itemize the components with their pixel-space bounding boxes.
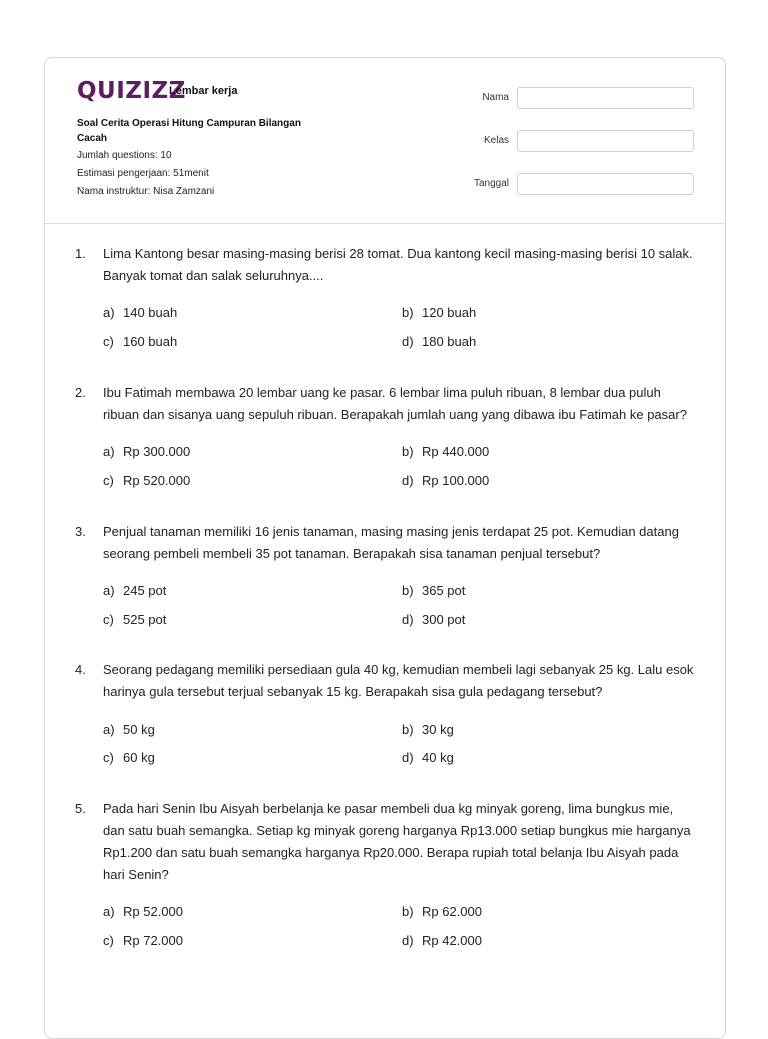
question-number: 1. — [75, 246, 86, 261]
option-letter: a) — [103, 904, 115, 919]
option-letter: d) — [402, 473, 414, 488]
question-number: 3. — [75, 524, 86, 539]
option-c — [103, 473, 190, 489]
option-text: 40 kg — [422, 750, 454, 765]
option-b — [402, 444, 489, 460]
question-number: 2. — [75, 385, 86, 400]
option-text: 140 buah — [123, 305, 178, 320]
question-number: 4. — [75, 662, 86, 677]
name-label: Nama — [482, 92, 509, 103]
option-text: 60 kg — [123, 750, 155, 765]
question-number: 5. — [75, 801, 86, 816]
question-text: Seorang pedagang memiliki persediaan gula 40 kg, kemudian membeli lagi sebanyak 25 kg. Lalu esok harinya gula tersebut terjual sebanyak 15 kg. Berapakah sisa gula pedagang tersebut? — [103, 662, 694, 699]
option-c — [103, 750, 155, 766]
option-letter: c) — [103, 473, 114, 488]
option-letter: b) — [402, 722, 414, 737]
option-a — [103, 583, 166, 599]
question-text: Pada hari Senin Ibu Aisyah berbelanja ke pasar membeli dua kg minyak goreng, lima bungkus mie, dan satu buah semangka. Setiap kg minyak goreng harganya Rp13.000 setiap bungkus mie harganya Rp1.200 dan satu buah semangka harganya Rp20.000. Berapa rupiah total belanja Ibu Aisyah pada hari Senin? — [103, 801, 691, 882]
quizizz-logo: QUIZIZZ — [77, 78, 186, 104]
time-estimate: Estimasi pengerjaan: 51menit — [77, 168, 209, 179]
option-letter: b) — [402, 583, 414, 598]
option-text: Rp 42.000 — [422, 933, 482, 948]
worksheet-header — [45, 58, 725, 224]
class-label: Kelas — [483, 135, 509, 146]
worksheet-title: Soal Cerita Operasi Hitung Campuran Bilangan Cacah — [77, 118, 301, 144]
option-text: Rp 62.000 — [422, 904, 482, 919]
option-b — [402, 904, 482, 920]
sheet-type-label: Lembar kerja — [169, 85, 238, 97]
option-letter: a) — [103, 305, 115, 320]
question-count: Jumlah questions: 10 — [77, 150, 172, 161]
date-field[interactable] — [517, 173, 694, 195]
question-text: Ibu Fatimah membawa 20 lembar uang ke pasar. 6 lembar lima puluh ribuan, 8 lembar dua puluh ribuan dan sisanya uang sepuluh ribuan. Berapakah jumlah uang yang dibawa ibu Fatimah ke pasar? — [103, 385, 687, 422]
option-letter: d) — [402, 933, 414, 948]
option-b — [402, 583, 465, 599]
option-text: 245 pot — [123, 583, 167, 598]
option-letter: a) — [103, 722, 115, 737]
option-letter: c) — [103, 933, 114, 948]
option-d — [402, 750, 454, 766]
option-text: 365 pot — [422, 583, 466, 598]
option-text: 160 buah — [123, 334, 178, 349]
option-text: Rp 52.000 — [123, 904, 183, 919]
option-letter: a) — [103, 583, 115, 598]
option-c — [103, 612, 166, 628]
instructor-name: Nama instruktur: Nisa Zamzani — [77, 186, 215, 197]
option-letter: c) — [103, 334, 114, 349]
option-b — [402, 722, 454, 738]
option-c — [103, 933, 183, 949]
question-text: Penjual tanaman memiliki 16 jenis tanaman, masing masing jenis terdapat 25 pot. Kemudian datang seorang pembeli membeli 35 pot tanaman. Berapakah sisa tanaman penjual tersebut? — [103, 524, 679, 561]
option-a — [103, 722, 155, 738]
option-letter: b) — [402, 904, 414, 919]
option-letter: b) — [402, 305, 414, 320]
option-letter: d) — [402, 612, 414, 627]
option-a — [103, 444, 190, 460]
option-d — [402, 933, 482, 949]
option-letter: c) — [103, 750, 114, 765]
option-text: Rp 520.000 — [123, 473, 191, 488]
option-text: 50 kg — [123, 722, 155, 737]
option-text: Rp 72.000 — [123, 933, 183, 948]
option-text: 180 buah — [422, 334, 477, 349]
option-d — [402, 612, 465, 628]
class-field[interactable] — [517, 130, 694, 152]
option-b — [402, 305, 476, 321]
option-a — [103, 305, 177, 321]
option-letter: d) — [402, 750, 414, 765]
date-label: Tanggal — [473, 178, 509, 189]
option-text: Rp 440.000 — [422, 444, 490, 459]
option-text: 120 buah — [422, 305, 477, 320]
option-letter: a) — [103, 444, 115, 459]
option-text: 30 kg — [422, 722, 454, 737]
option-text: Rp 100.000 — [422, 473, 490, 488]
option-a — [103, 904, 183, 920]
question-text: Lima Kantong besar masing-masing berisi 28 tomat. Dua kantong kecil masing-masing berisi 10 salak. Banyak tomat dan salak seluruhnya.... — [103, 246, 693, 283]
option-d — [402, 473, 489, 489]
option-d — [402, 334, 476, 350]
option-text: 300 pot — [422, 612, 466, 627]
option-letter: b) — [402, 444, 414, 459]
option-letter: d) — [402, 334, 414, 349]
option-text: 525 pot — [123, 612, 167, 627]
option-c — [103, 334, 177, 350]
option-letter: c) — [103, 612, 114, 627]
option-text: Rp 300.000 — [123, 444, 191, 459]
name-field[interactable] — [517, 87, 694, 109]
